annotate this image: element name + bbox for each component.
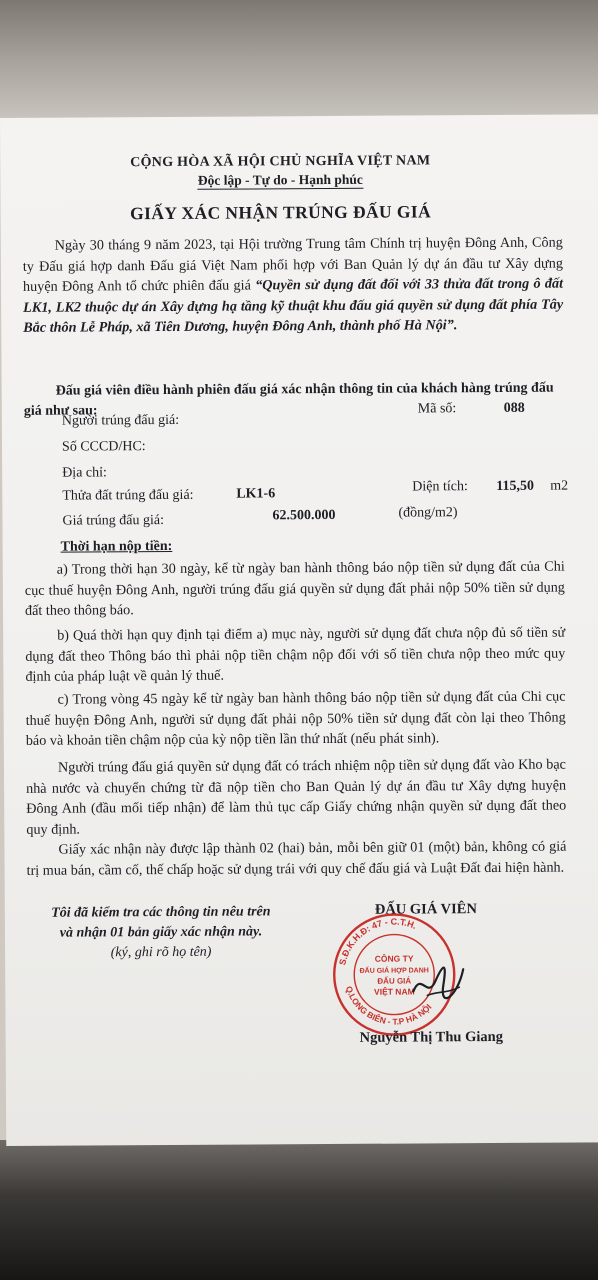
area-unit: m2 bbox=[550, 478, 569, 494]
recipient-confirmation bbox=[31, 902, 291, 964]
signature-instruction: (ký, ghi rõ họ tên) bbox=[110, 944, 212, 961]
clause-b: b) Quá thời hạn quy định tại điểm a) mục này, người sử dụng đất chưa nộp đủ số tiền sử dụng đất theo Thông báo thì phải nộp tiền chậm nộp đối với số tiền chưa nộp theo mức quy định của pháp luật về quản lý thuế. bbox=[25, 624, 566, 685]
parcel-value: LK1-6 bbox=[236, 486, 276, 502]
clause-a: a) Trong thời hạn 30 ngày, kể từ ngày ban hành thông báo nộp tiền sử dụng đất của Chi cục thuế huyện Đông Anh, người trúng đấu giá quyền sử dụng đất phải nộp 50% tiền sử dụng đất theo thông báo. bbox=[24, 558, 565, 619]
intro-paragraph: Ngày 30 tháng 9 năm 2023, tại Hội trường Trung tâm Chính trị huyện Đông Anh, Công ty Đấu giá hợp danh Đấu giá Việt Nam phối hợp với Ban Quản lý dự án đầu tư Xây dựng huyện Đông Anh tổ chức phiên đấu giá “Quyền sử dụng đất đối với 33 thửa đất trong ô đất LK1, LK2 thuộc dự án Xây dựng hạ tầng kỹ thuật khu đấu giá quyền sử dụng đất phía Tây Bắc thôn Lễ Pháp, xã Tiên Dương, huyện Đông Anh, thành phố Hà Nội”. bbox=[22, 234, 564, 336]
clause-c: c) Trong vòng 45 ngày kể từ ngày ban hành thông báo nộp tiền sử dụng đất của Chi cục thuế huyện Đông Anh, người sử dụng đất phải nộp 50% tiền sử dụng đất còn lại theo Thông báo và khoản tiền chậm nộp của kỳ nộp tiền lần thứ nhất (nếu phát sinh). bbox=[25, 688, 566, 749]
code-value: 088 bbox=[503, 400, 525, 416]
winner-label: Người trúng đấu giá: bbox=[61, 412, 180, 429]
deadline-heading: Thời hạn nộp tiền: bbox=[60, 538, 173, 555]
svg-text:VIỆT NAM: VIỆT NAM bbox=[374, 986, 415, 997]
area-label: Diện tích: bbox=[412, 479, 468, 495]
handwritten-signature bbox=[407, 951, 467, 1011]
motto: Độc lập - Tự do - Hạnh phúc bbox=[197, 171, 363, 188]
background-bottom bbox=[0, 1140, 598, 1280]
lead-paragraph: Đấu giá viên điều hành phiên đấu giá xác nhận thông tin của khách hàng trúng đấu giá như sau: bbox=[23, 380, 554, 419]
signer-title: ĐẤU GIÁ VIÊN bbox=[374, 901, 477, 918]
svg-text:ĐẤU GIÁ HỢP DANH: ĐẤU GIÁ HỢP DANH bbox=[359, 967, 429, 975]
copies-paragraph: Giấy xác nhận này được lập thành 02 (hai) bản, mỗi bên giữ 01 (một) bản, không có giá trị mua bán, cầm cố, thế chấp hoặc sử dụng trái với quy chế đấu giá và Luật Đất đai hiện hành. bbox=[26, 838, 567, 879]
price-value: 62.500.000 bbox=[272, 507, 336, 524]
confirmation-line-1: Tôi đã kiểm tra các thông tin nêu trên bbox=[51, 904, 271, 921]
price-label: Giá trúng đấu giá: bbox=[62, 513, 164, 529]
svg-text:Q.LONG BIÊN - T.P HÀ NỘI: Q.LONG BIÊN - T.P HÀ NỘI bbox=[343, 984, 434, 1027]
id-number-label: Số CCCD/HC: bbox=[61, 439, 146, 455]
svg-text:ĐẤU GIÁ: ĐẤU GIÁ bbox=[377, 976, 412, 986]
area-value: 115,50 bbox=[496, 478, 535, 494]
responsibility-paragraph: Người trúng đấu giá quyền sử dụng đất có trách nhiệm nộp tiền sử dụng đất vào Kho bạc nhà nước và chuyển chứng từ đã nộp tiền cho Ban Quản lý dự án đầu tư Xây dựng huyện Đông Anh (đầu mối tiếp nhận) để làm thủ tục cấp Giấy chứng nhận quyền sử dụng đất theo quy định. bbox=[26, 756, 567, 838]
signer-name: Nguyễn Thị Thu Giang bbox=[359, 1028, 503, 1046]
document-title: GIẤY XÁC NHẬN TRÚNG ĐẤU GIÁ bbox=[130, 201, 432, 224]
price-unit: (đồng/m2) bbox=[398, 505, 458, 521]
code-label: Mã số: bbox=[417, 401, 457, 417]
nation-header: CỘNG HÒA XÃ HỘI CHỦ NGHĨA VIỆT NAM bbox=[130, 153, 431, 171]
confirmation-line-2: và nhận 01 bản giấy xác nhận này. bbox=[59, 924, 263, 941]
svg-text:CÔNG TY: CÔNG TY bbox=[374, 953, 414, 964]
address-label: Địa chỉ: bbox=[62, 465, 107, 481]
document-page bbox=[0, 114, 598, 1146]
svg-text:S.Đ.K.H.Đ: 47 - C.T.H.: S.Đ.K.H.Đ: 47 - C.T.H. bbox=[337, 916, 419, 967]
parcel-label: Thửa đất trúng đấu giá: bbox=[62, 487, 194, 504]
